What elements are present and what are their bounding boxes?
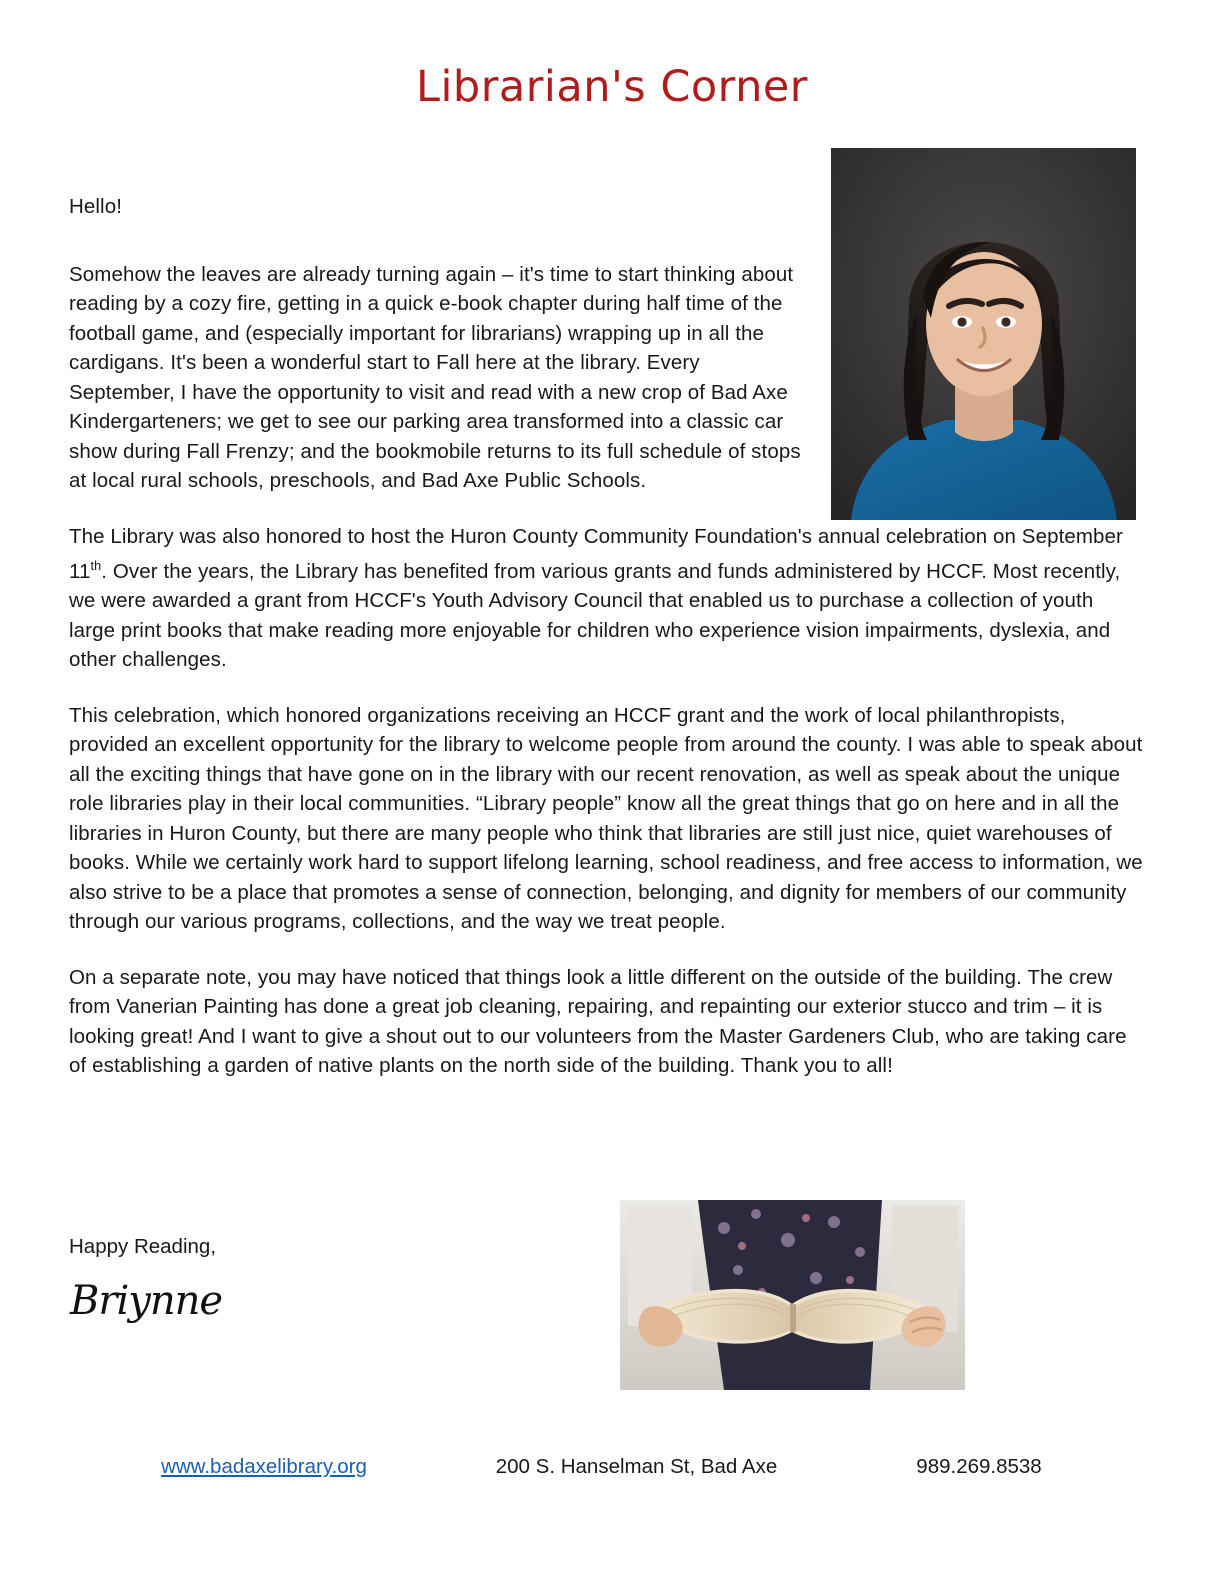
library-website-link[interactable]: www.badaxelibrary.org <box>161 1455 367 1478</box>
body-paragraph-2: The Library was also honored to host the Huron County Community Foundation's annual celebration on September 11th. Over the years, the Library has benefited from various grants and funds administered by HCCF. Most recently, we were awarded a grant from HCCF's Youth Advisory Council that enabled us to purchase a collection of youth large print books that make reading more enjoyable for children who experience vision impairments, dyslexia, and other challenges. <box>69 524 1123 672</box>
page-footer <box>69 1455 1144 1479</box>
signature: Briynne <box>70 1278 223 1324</box>
body-paragraph-4: On a separate note, you may have noticed that things look a little different on the outside of the building. The crew from Vanerian Painting has done a great job cleaning, repairing, and repainting our exterior stucco and trim – it is looking great! And I want to give a shout out to our volunteers from the Master Gardeners Club, who are taking care of establishing a garden of native plants on the north side of the building. Thank you to all! <box>69 965 1127 1078</box>
page-title: Librarian's Corner <box>416 62 808 112</box>
body-paragraph-1: Somehow the leaves are already turning again – it's time to start thinking about reading by a cozy fire, getting in a quick e-book chapter during half time of the football game, and (especially important for librarians) wrapping up in all the cardigans. It's been a wonderful start to Fall here at the library. Every September, I have the opportunity to visit and read with a new crop of Bad Axe Kindergarteners; we get to see our parking area transformed into a classic car show during Fall Frenzy; and the bookmobile returns to its full schedule of stops at local rural schools, preschools, and Bad Axe Public Schools. <box>69 262 801 492</box>
open-book-photo <box>620 1200 965 1390</box>
article-body <box>69 192 1144 1107</box>
greeting-paragraph: Hello! <box>69 195 123 218</box>
body-paragraph-3: This celebration, which honored organizations receiving an HCCF grant and the work of local philanthropists, provided an excellent opportunity for the library to welcome people from around the county. I was able to speak about all the exciting things that have gone on in the library with our recent renovation, as well as speak about the unique role libraries play in their local communities. “Library people” know all the great things that go on here and in all the libraries in Huron County, but there are many people who think that libraries are still just nice, quiet warehouses of books. While we certainly work hard to support lifelong learning, school readiness, and free access to information, we also strive to be a place that promotes a sense of connection, belonging, and dignity for members of our community through our various programs, collections, and the way we treat people. <box>69 703 1143 934</box>
library-address: 200 S. Hanselman St, Bad Axe <box>495 1455 778 1478</box>
signoff-text: Happy Reading, <box>69 1235 217 1258</box>
library-phone: 989.269.8538 <box>916 1455 1042 1478</box>
